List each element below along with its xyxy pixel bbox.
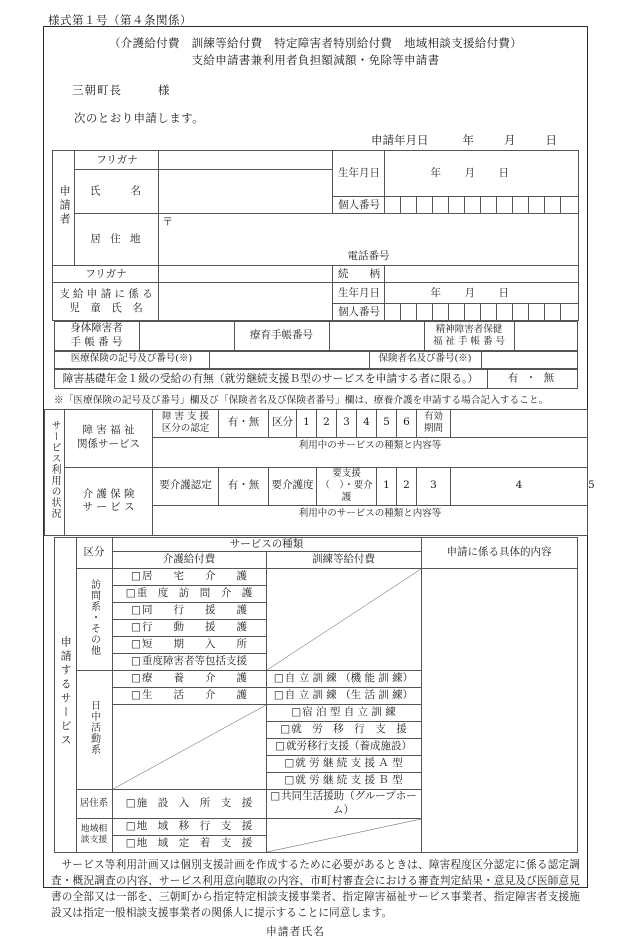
pension-choice[interactable] bbox=[487, 369, 577, 388]
child-mynumber-label: 個人番号 bbox=[333, 304, 385, 321]
service-item[interactable]: □療 養 介 護 bbox=[112, 671, 266, 688]
welfare-kubun-label: 区分 bbox=[269, 409, 297, 437]
welfare-detail[interactable]: 利用中のサービスの種類と内容等 bbox=[153, 437, 588, 467]
kaigo-service-label: 介 護 保 険 サ ー ビ ス bbox=[65, 467, 153, 535]
form-outer-border bbox=[43, 26, 595, 938]
intro-text: 次のとおり申請します。 bbox=[74, 111, 204, 126]
mynumber-cell[interactable] bbox=[465, 304, 481, 321]
mynumber-cell[interactable] bbox=[561, 197, 578, 214]
child-birth-value[interactable] bbox=[385, 283, 578, 304]
applicant-address-value[interactable] bbox=[159, 214, 578, 266]
kaigo-blank-daytime bbox=[112, 705, 266, 790]
group-label-residential: 居住系 bbox=[76, 790, 112, 818]
service-item[interactable]: □重 度 訪 問 介 護 bbox=[112, 586, 266, 603]
service-item[interactable]: □自 立 訓 練 （機 能 訓 練） bbox=[266, 671, 421, 688]
welfare-cert-label: 障 害 支 援 区分の認定 bbox=[153, 409, 219, 437]
application-date-line bbox=[44, 132, 557, 148]
child-birth-label: 生年月日 bbox=[333, 283, 385, 304]
usage-status-table: サービス利用の状況 障 害 福 祉 関係サービス 障 害 支 援 区分の認定 有・無 区分 1 2 3 4 5 6 有効 期間 利用中のサービスの種類と内容等 介 護 保 険 サ ー ビ ス 要介護認定 有・無 要介護度 要支援（ ）・要介護 1 2 3 4 5 利用中のサービスの種類と内容等 bbox=[44, 409, 588, 536]
mynumber-cell[interactable] bbox=[401, 304, 417, 321]
kunren-blank-regional bbox=[266, 818, 421, 852]
mynumber-cell[interactable] bbox=[529, 304, 545, 321]
child-furigana-label: フリガナ bbox=[53, 266, 159, 283]
welfare-service-label: 障 害 福 祉 関係サービス bbox=[65, 409, 153, 467]
mynumber-cell[interactable] bbox=[433, 197, 449, 214]
welfare-kubun-3[interactable]: 3 bbox=[337, 409, 357, 437]
services-kubun-header: 区分 bbox=[76, 537, 112, 569]
applicant-vertical-label: 申請者 bbox=[53, 151, 75, 266]
mynumber-cell[interactable] bbox=[433, 304, 449, 321]
kaigo-degree-label: 要介護度 bbox=[269, 467, 317, 505]
service-item[interactable]: □生 活 介 護 bbox=[112, 688, 266, 705]
service-item[interactable]: □施 設 入 所 支 援 bbox=[112, 790, 266, 818]
mynumber-cell[interactable] bbox=[497, 304, 513, 321]
welfare-valid-value[interactable] bbox=[451, 409, 588, 437]
service-item[interactable]: □重度障害者等包括支援 bbox=[112, 654, 266, 671]
welfare-kubun-1[interactable]: 1 bbox=[297, 409, 317, 437]
kaigo-detail[interactable]: 利用中のサービスの種類と内容等 bbox=[153, 505, 588, 535]
addressee-name: 三朝町長 bbox=[72, 83, 122, 98]
service-item[interactable]: □地 域 定 着 支 援 bbox=[112, 835, 266, 852]
welfare-kubun-2[interactable]: 2 bbox=[317, 409, 337, 437]
services-detail-value[interactable] bbox=[421, 569, 577, 852]
application-date-year: 年 bbox=[462, 133, 474, 148]
kaigo-cert-yesno[interactable]: 有・無 bbox=[219, 467, 269, 505]
applicant-name-value[interactable] bbox=[159, 170, 333, 214]
mental-cert-value[interactable] bbox=[514, 322, 577, 350]
child-name-value[interactable] bbox=[159, 283, 333, 321]
service-item[interactable]: □就 労 継 続 支 援 Ｂ 型 bbox=[266, 773, 421, 790]
group-label-daytime: 日中活動系 bbox=[76, 671, 112, 790]
services-kaigo-header: 介護給付費 bbox=[112, 552, 266, 569]
physical-cert-label: 身体障害者 手 帳 番 号 bbox=[54, 322, 139, 350]
insurance-table bbox=[54, 351, 578, 369]
child-relation-value[interactable] bbox=[385, 266, 578, 283]
kaigo-degree-1[interactable]: 1 bbox=[377, 467, 397, 505]
applicant-birth-year: 年 bbox=[430, 167, 441, 180]
kunren-blank-homecare bbox=[266, 569, 421, 671]
insurer-name-value[interactable] bbox=[481, 351, 577, 368]
mynumber-cell[interactable] bbox=[481, 304, 497, 321]
service-item[interactable]: □短 期 入 所 bbox=[112, 637, 266, 654]
kaigo-degree-2[interactable]: 2 bbox=[397, 467, 417, 505]
kaigo-cert-label: 要介護認定 bbox=[153, 467, 219, 505]
applicant-furigana-value[interactable] bbox=[159, 151, 333, 170]
application-date-label: 申請年月日 bbox=[371, 133, 429, 148]
insurance-symbol-label: 医療保険の記号及び番号(※) bbox=[54, 351, 209, 368]
child-birth-day: 日 bbox=[498, 286, 509, 299]
kaigo-degree-3[interactable]: 3 bbox=[417, 467, 451, 505]
services-detail-header: 申請に係る具体的内容 bbox=[421, 537, 577, 569]
kaigo-degree-options: 要支援（ ）・要介護 bbox=[317, 467, 377, 505]
applicant-birth-day: 日 bbox=[498, 167, 509, 180]
mynumber-cell[interactable] bbox=[417, 197, 433, 214]
pension-yes[interactable]: 有 bbox=[507, 371, 521, 384]
service-item[interactable]: □宿 泊 型 自 立 訓 練 bbox=[266, 705, 421, 722]
child-birth-month: 月 bbox=[464, 286, 475, 299]
pension-table bbox=[54, 369, 578, 389]
applicant-mynumber-label: 個人番号 bbox=[333, 197, 385, 214]
applicant-name-label: 氏 名 bbox=[75, 170, 159, 214]
mynumber-cell[interactable] bbox=[513, 197, 529, 214]
group-label-homecare: 訪問系・その他 bbox=[76, 569, 112, 671]
service-item[interactable]: □自 立 訓 練 （生 活 訓 練） bbox=[266, 688, 421, 705]
title-line-2: 支給申請書兼利用者負担額減額・免除等申請書 bbox=[191, 52, 440, 67]
welfare-kubun-6[interactable]: 6 bbox=[397, 409, 417, 437]
title-line-1: （介護給付費 訓練等給付費 特定障害者特別給付費 地域相談支援給付費） bbox=[109, 36, 522, 50]
child-relation-label: 続 柄 bbox=[333, 266, 385, 283]
addressee-honorific: 様 bbox=[158, 83, 171, 98]
service-item[interactable]: □共同生活援助（グループホーム） bbox=[266, 790, 421, 818]
applicant-birth-month: 月 bbox=[464, 167, 475, 180]
applicant-phone-label: 電話番号 bbox=[347, 249, 390, 262]
applicant-birth-value[interactable] bbox=[385, 151, 578, 197]
postal-mark: 〒 bbox=[162, 216, 173, 229]
service-item[interactable]: □同 行 援 護 bbox=[112, 603, 266, 620]
applicant-birth-label: 生年月日 bbox=[333, 151, 385, 197]
mynumber-cell[interactable] bbox=[497, 197, 513, 214]
mynumber-cell[interactable] bbox=[545, 304, 561, 321]
kaigo-degree-4[interactable]: 4 bbox=[451, 467, 588, 505]
applicant-table bbox=[52, 150, 578, 321]
services-type-header: サービスの種類 bbox=[112, 537, 421, 552]
service-item[interactable]: □就労移行支援（養成施設） bbox=[266, 739, 421, 756]
insurance-symbol-value[interactable] bbox=[209, 351, 369, 368]
addressee bbox=[72, 82, 587, 98]
child-name-label: 支 給 申 請 に 係 る 児 童 氏 名 bbox=[53, 283, 159, 321]
ryoiku-cert-value[interactable] bbox=[329, 322, 424, 350]
service-item[interactable]: □地 域 移 行 支 援 bbox=[112, 818, 266, 835]
mynumber-cell[interactable] bbox=[545, 197, 561, 214]
child-birth-year: 年 bbox=[430, 286, 441, 299]
mynumber-cell[interactable] bbox=[385, 197, 401, 214]
welfare-valid-label: 有効 期間 bbox=[417, 409, 451, 437]
child-furigana-value[interactable] bbox=[159, 266, 333, 283]
services-vertical-label: 申請するサービス bbox=[54, 537, 76, 852]
mynumber-cell[interactable] bbox=[561, 304, 578, 321]
certificates-table bbox=[54, 321, 578, 350]
application-date-month: 月 bbox=[504, 133, 516, 148]
pension-separator: ・ bbox=[525, 371, 539, 384]
signature-label: 申請者氏名 bbox=[266, 924, 325, 938]
mynumber-cell[interactable] bbox=[465, 197, 481, 214]
mental-cert-label: 精神障害者保健 福 祉 手 帳 番 号 bbox=[424, 322, 514, 350]
mynumber-cell[interactable] bbox=[401, 197, 417, 214]
ryoiku-cert-label: 療育手帳番号 bbox=[234, 322, 329, 350]
mynumber-cell[interactable] bbox=[385, 304, 401, 321]
service-item[interactable]: □就 労 継 続 支 援 Ａ 型 bbox=[266, 756, 421, 773]
service-item[interactable]: □行 動 援 護 bbox=[112, 620, 266, 637]
pension-no[interactable]: 無 bbox=[543, 371, 557, 384]
mynumber-cell[interactable] bbox=[449, 304, 465, 321]
application-date-day: 日 bbox=[545, 133, 557, 148]
welfare-kubun-4[interactable]: 4 bbox=[357, 409, 377, 437]
group-label-regional: 地域相 談支援 bbox=[76, 818, 112, 852]
form-number: 様式第１号（第４条関係） bbox=[48, 13, 192, 27]
mynumber-cell[interactable] bbox=[529, 197, 545, 214]
usage-status-vertical-label: サービス利用の状況 bbox=[45, 409, 65, 535]
consent-text: サービス等利用計画又は個別支援計画を作成するために必要があるときは、障害程度区分認定に係る認定調査・概況調査の内容、サービス利用意向聴取の内容、市町村審査会における審査判定結果・意見及び医師意見書の全部又は一部を、三朝町から指定特定相談支援事業者、指定障害福祉サービス事業者、指定障害者支援施設又は指定一般相談支援事業者の関係人に提示することに同意します。 bbox=[51, 858, 580, 919]
title-block bbox=[44, 35, 587, 68]
welfare-cert-yesno[interactable]: 有・無 bbox=[219, 409, 269, 437]
mynumber-cell[interactable] bbox=[481, 197, 497, 214]
mynumber-cell[interactable] bbox=[449, 197, 465, 214]
insurance-note: ※「医療保険の記号及び番号」欄及び「保険者名及び保険者番号」欄は、療養介護を申請する場合記入すること。 bbox=[54, 394, 549, 406]
pension-label: 障害基礎年金１級の受給の有無（就労継続支援Ｂ型のサービスを申請する者に限る。） bbox=[54, 369, 487, 388]
applicant-furigana-label: フリガナ bbox=[75, 151, 159, 170]
welfare-kubun-5[interactable]: 5 bbox=[377, 409, 397, 437]
applicant-address-label: 居 住 地 bbox=[75, 214, 159, 266]
service-item[interactable]: □居 宅 介 護 bbox=[112, 569, 266, 586]
insurer-name-label: 保険者名及び番号(※) bbox=[369, 351, 481, 368]
mynumber-cell[interactable] bbox=[513, 304, 529, 321]
physical-cert-value[interactable] bbox=[139, 322, 234, 350]
service-item[interactable]: □就 労 移 行 支 援 bbox=[266, 722, 421, 739]
mynumber-cell[interactable] bbox=[417, 304, 433, 321]
services-table bbox=[54, 537, 578, 853]
services-kunren-header: 訓練等給付費 bbox=[266, 552, 421, 569]
